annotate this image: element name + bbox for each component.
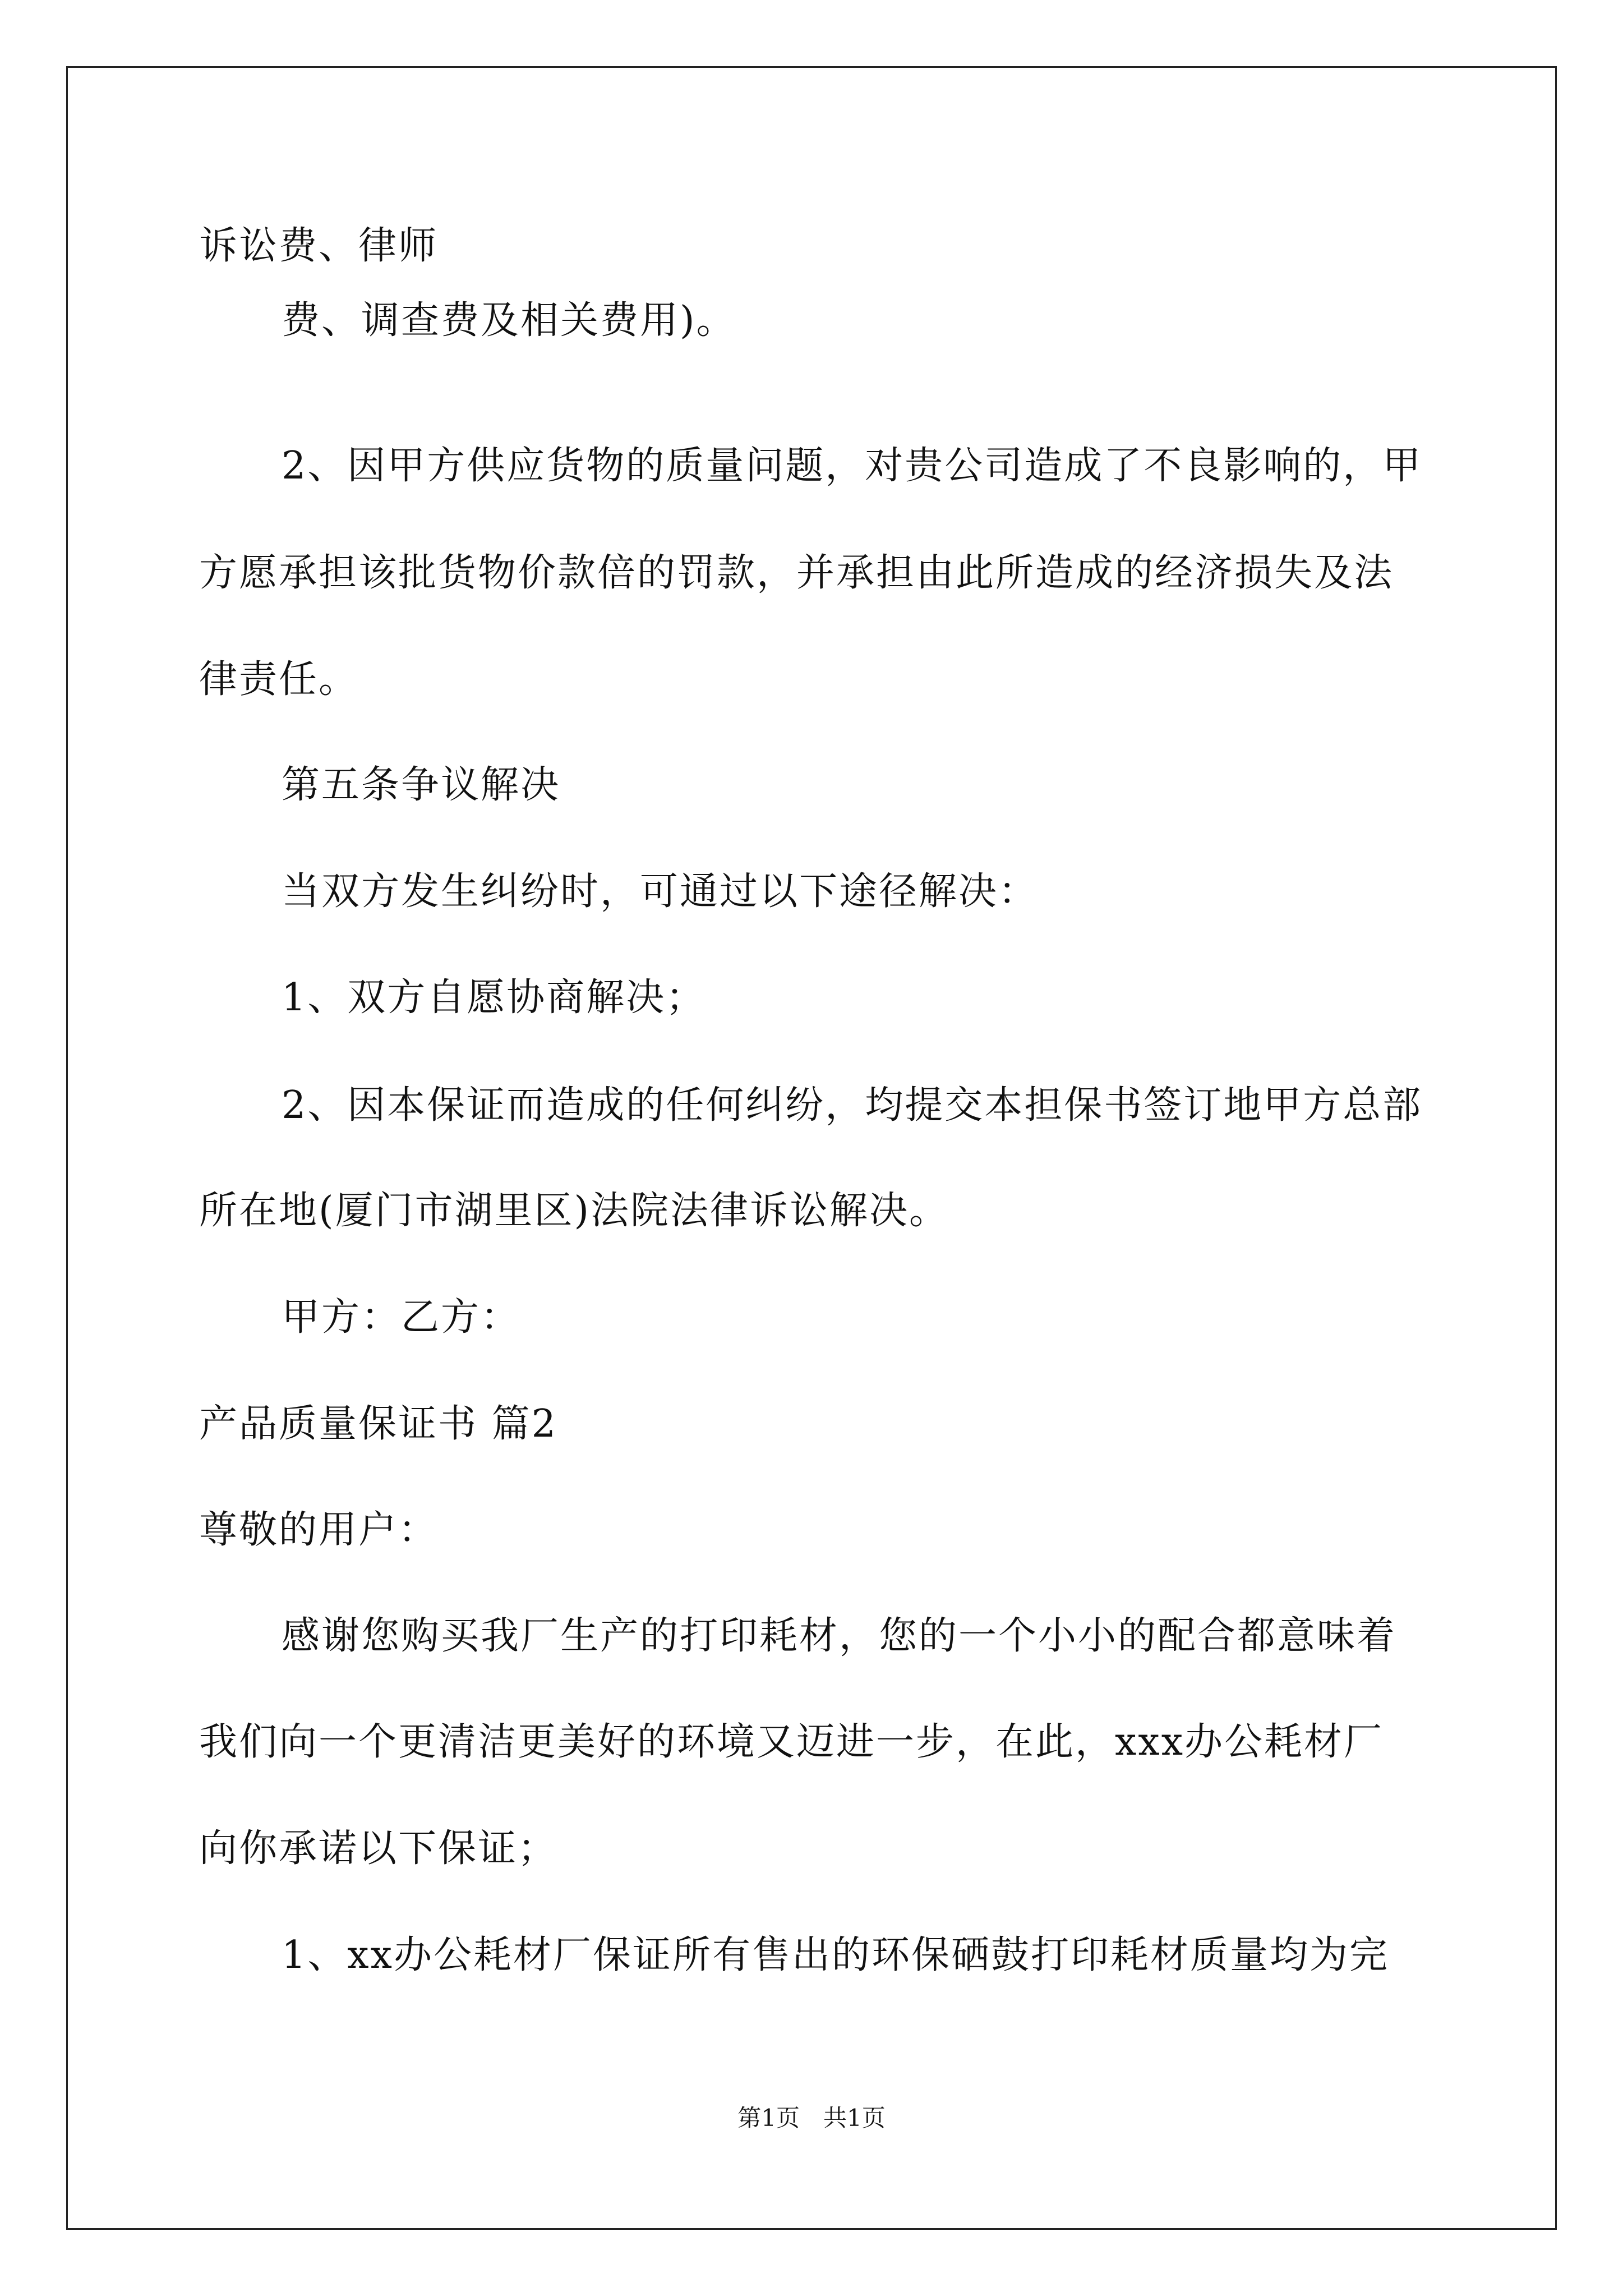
list-item: 1、xx办公耗材厂保证所有售出的环保硒鼓打印耗材质量均为完: [282, 1933, 1389, 1977]
text-line-continuation: 诉讼费、律师: [199, 224, 439, 268]
text-line-continuation: 费、调查费及相关费用)。: [282, 298, 736, 343]
page-number-footer: 第1页 共1页: [737, 2104, 886, 2132]
page-border: [66, 66, 1557, 2230]
text-line-paragraph-start: 2、因甲方供应货物的质量问题，对贵公司造成了不良影响的，甲: [282, 444, 1423, 488]
list-item: 2、因本保证而造成的任何纠纷，均提交本担保书签订地甲方总部: [282, 1083, 1423, 1128]
signature-line: 甲方：乙方：: [282, 1295, 521, 1340]
text-line-paragraph-start: 当双方发生纠纷时，可通过以下途径解决：: [282, 869, 1039, 914]
text-line-continuation: 向你承诺以下保证；: [199, 1826, 558, 1871]
text-line-continuation: 所在地(厦门市湖里区)法院法律诉讼解决。: [199, 1189, 949, 1233]
salutation: 尊敬的用户：: [199, 1508, 439, 1552]
text-line-paragraph-start: 感谢您购买我厂生产的打印耗材，您的一个小小的配合都意味着: [282, 1614, 1397, 1658]
section-heading: 第五条争议解决: [282, 763, 561, 807]
list-item: 1、双方自愿协商解决；: [282, 976, 706, 1020]
text-line-continuation: 律责任。: [199, 657, 359, 702]
text-line-continuation: 我们向一个更清洁更美好的环境又迈进一步，在此，xxx办公耗材厂: [199, 1720, 1384, 1764]
document-title: 产品质量保证书 篇2: [199, 1402, 557, 1446]
text-line-continuation: 方愿承担该批货物价款倍的罚款，并承担由此所造成的经济损失及法: [199, 551, 1394, 595]
